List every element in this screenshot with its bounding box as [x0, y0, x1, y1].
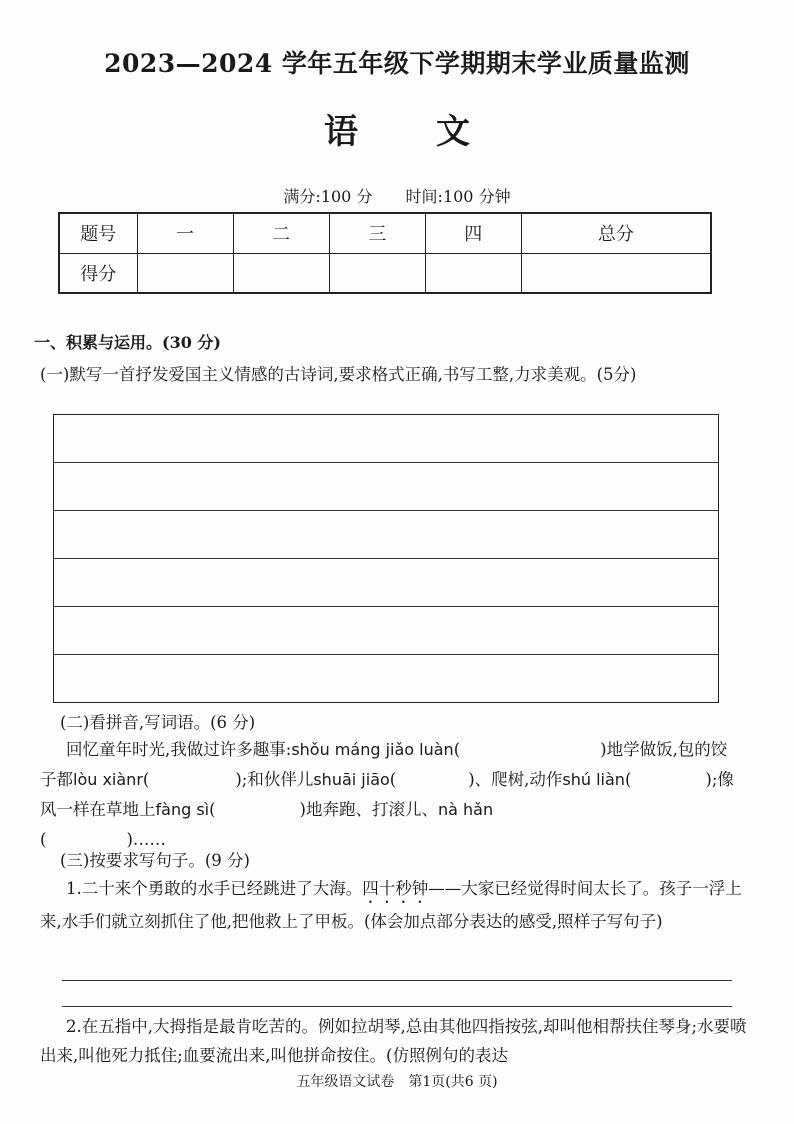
text: 1.二十来个勇敢的水手已经跳进了大海。 — [66, 879, 363, 898]
question-3-1-text — [40, 874, 758, 936]
text: ;和伙伴儿 — [241, 770, 314, 789]
poem-writing-box[interactable] — [53, 414, 719, 703]
page-footer: 五年级语文试卷 第1页(共6 页) — [296, 1074, 498, 1090]
pinyin: nà hǎn — [437, 800, 494, 819]
subject-title: 语文 — [324, 112, 548, 152]
score-cell: 二 — [233, 213, 329, 253]
score-input-cell[interactable] — [425, 253, 521, 293]
writing-line — [54, 510, 718, 511]
question-3-heading: (三)按要求写句子。(9 分) — [60, 851, 250, 870]
pinyin: shǒu máng jiǎo luàn — [291, 740, 454, 759]
text: ——大家已经觉得时间太长了。孩子一浮上来,水手们就立刻抓住了他,把他救上了甲板。(体会加点部分表达的感受,照样子写句子) — [40, 879, 742, 931]
pinyin: shú liàn — [562, 770, 625, 789]
question-1-text: (一)默写一首抒发爱国主义情感的古诗词,要求格式正确,书写工整,力求美观。(5分) — [40, 365, 637, 384]
score-input-cell[interactable] — [137, 253, 233, 293]
text: 地奔跑、打滚儿、 — [305, 800, 438, 819]
text: 回忆童年时光,我做过许多趣事: — [66, 740, 292, 759]
writing-line — [54, 654, 718, 655]
text: ;像风一样在草地上 — [40, 770, 734, 819]
writing-line — [54, 606, 718, 607]
question-2-heading: (二)看拼音,写词语。(6 分) — [60, 713, 256, 732]
text: …… — [132, 830, 166, 849]
writing-line — [54, 462, 718, 463]
text: 、爬树,动作 — [474, 770, 563, 789]
score-cell: 四 — [425, 213, 521, 253]
full-score: 满分:100 分 — [283, 187, 373, 206]
pinyin: lòu xiànr — [73, 770, 143, 789]
answer-line[interactable] — [62, 980, 732, 981]
score-cell: 得分 — [59, 253, 137, 293]
score-table — [58, 212, 712, 294]
score-cell: 一 — [137, 213, 233, 253]
score-cell: 三 — [329, 213, 425, 253]
text: 地学做饭,包的饺子都 — [40, 740, 728, 789]
exam-time: 时间:100 分钟 — [405, 187, 511, 206]
score-input-cell[interactable] — [521, 253, 711, 293]
score-table-score-row — [59, 253, 711, 293]
text: 2.在五指中,大拇指是最肯吃苦的。例如拉胡琴,总由其他四指按弦,却叫他相帮扶住琴身;水要喷出来,叫他死力抵住;血要流出来,叫他拼命按住。(仿照例句的表达 — [40, 1017, 747, 1065]
pinyin: fàng sì — [155, 800, 210, 819]
score-table-header-row — [59, 213, 711, 253]
pinyin: shuāi jiāo — [313, 770, 390, 789]
pinyin-paragraph: 回忆童年时光,我做过许多趣事:shǒu máng jiǎo luàn( )地学做饭,包的饺子都lòu xiànr( );和伙伴儿shuāi jiāo( )、爬树,动作shú liàn( );像风一样在草地上fàng sì( )地奔跑、打滚儿、nà hǎn ( )…… — [40, 740, 734, 849]
writing-line — [54, 558, 718, 559]
dotted-emphasis: 四十秒钟 — [362, 879, 429, 898]
score-cell: 总分 — [521, 213, 711, 253]
exam-title: 2023—2024 学年五年级下学期期末学业质量监测 — [104, 49, 690, 78]
score-cell: 题号 — [59, 213, 137, 253]
score-input-cell[interactable] — [233, 253, 329, 293]
answer-line[interactable] — [62, 1006, 732, 1007]
section-heading: 一、积累与运用。(30 分) — [34, 333, 221, 352]
exam-meta — [0, 184, 794, 207]
question-3-2-text — [40, 1012, 758, 1070]
score-input-cell[interactable] — [329, 253, 425, 293]
